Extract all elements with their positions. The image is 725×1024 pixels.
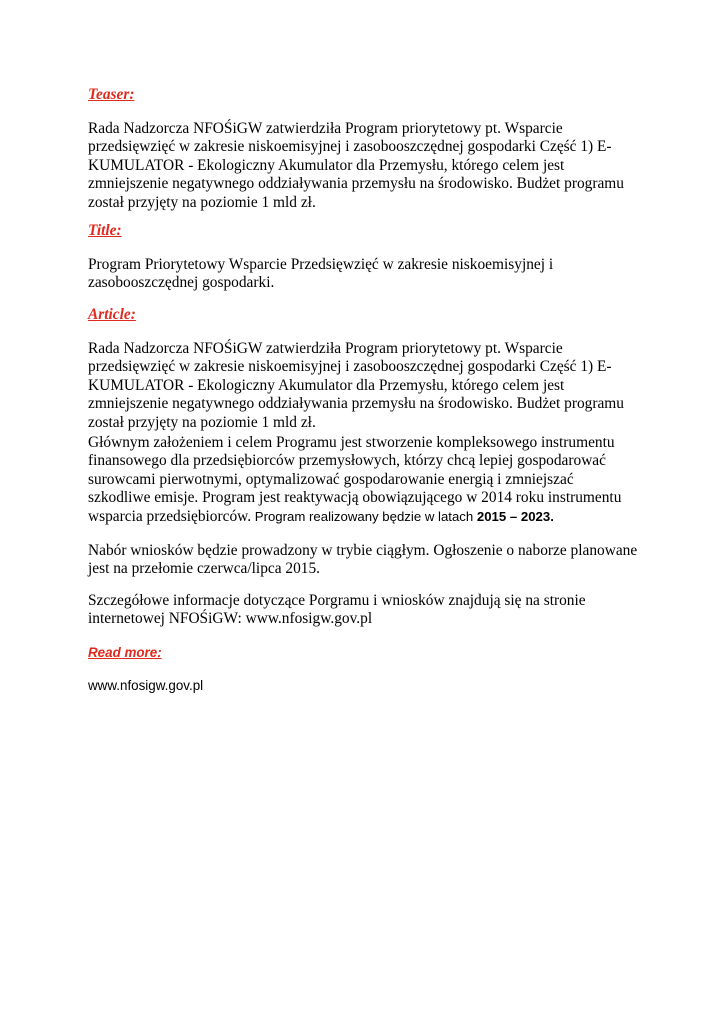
teaser-body: Rada Nadzorcza NFOŚiGW zatwierdziła Program priorytetowy pt. Wsparcie przedsięwzięć w zakresie niskoemisyjnej i zasobooszczędnej gospodarki Część 1) E-KUMULATOR - Ekologiczny Akumulator dla Przemysłu, którego celem jest zmniejszenie negatywnego oddziaływania przemysłu na środowisko. Budżet programu został przyjęty na poziomie 1 mld zł. xyxy=(88,120,624,211)
article-heading: Article: xyxy=(88,306,136,323)
article-paragraph-2-years: 2015 – 2023. xyxy=(476,508,554,524)
read-more-heading: Read more: xyxy=(88,645,162,660)
teaser-heading: Teaser: xyxy=(88,86,135,103)
article-paragraph-2 xyxy=(88,434,633,526)
article-paragraph-2-main: Głównym założeniem i celem Programu jest stworzenie kompleksowego instrumentu finansowego dla przedsiębiorców przemysłowych, którzy chcą lepiej gospodarować surowcami pierwotnymi, optymalizować gospodarowanie energią i zmniejszać szkodliwe emisje. Program jest reaktywacją obowiązującego w 2014 roku instrumentu wsparcia przedsiębiorców. xyxy=(88,434,622,525)
article-paragraph-1: Rada Nadzorcza NFOŚiGW zatwierdziła Program priorytetowy pt. Wsparcie przedsięwzięć w zakresie niskoemisyjnej i zasobooszczędnej gospodarki Część 1) E-KUMULATOR - Ekologiczny Akumulator dla Przemysłu, którego celem jest zmniejszenie negatywnego oddziaływania przemysłu na środowisko. Budżet programu został przyjęty na poziomie 1 mld zł. xyxy=(88,340,624,431)
title-body: Program Priorytetowy Wsparcie Przedsięwzięć w zakresie niskoemisyjnej i zasobooszczędnej gospodarki. xyxy=(88,256,554,292)
title-heading: Title: xyxy=(88,222,122,239)
read-more-link[interactable]: www.nfosigw.gov.pl xyxy=(88,678,204,693)
article-paragraph-3: Nabór wniosków będzie prowadzony w trybie ciągłym. Ogłoszenie o naborze planowane jest na przełomie czerwca/lipca 2015. xyxy=(88,542,638,578)
article-paragraph-2-period: Program realizowany będzie w latach xyxy=(251,508,477,524)
article-paragraph-4: Szczegółowe informacje dotyczące Porgramu i wniosków znajdują się na stronie internetowej NFOŚiGW: www.nfosigw.gov.pl xyxy=(88,592,586,628)
